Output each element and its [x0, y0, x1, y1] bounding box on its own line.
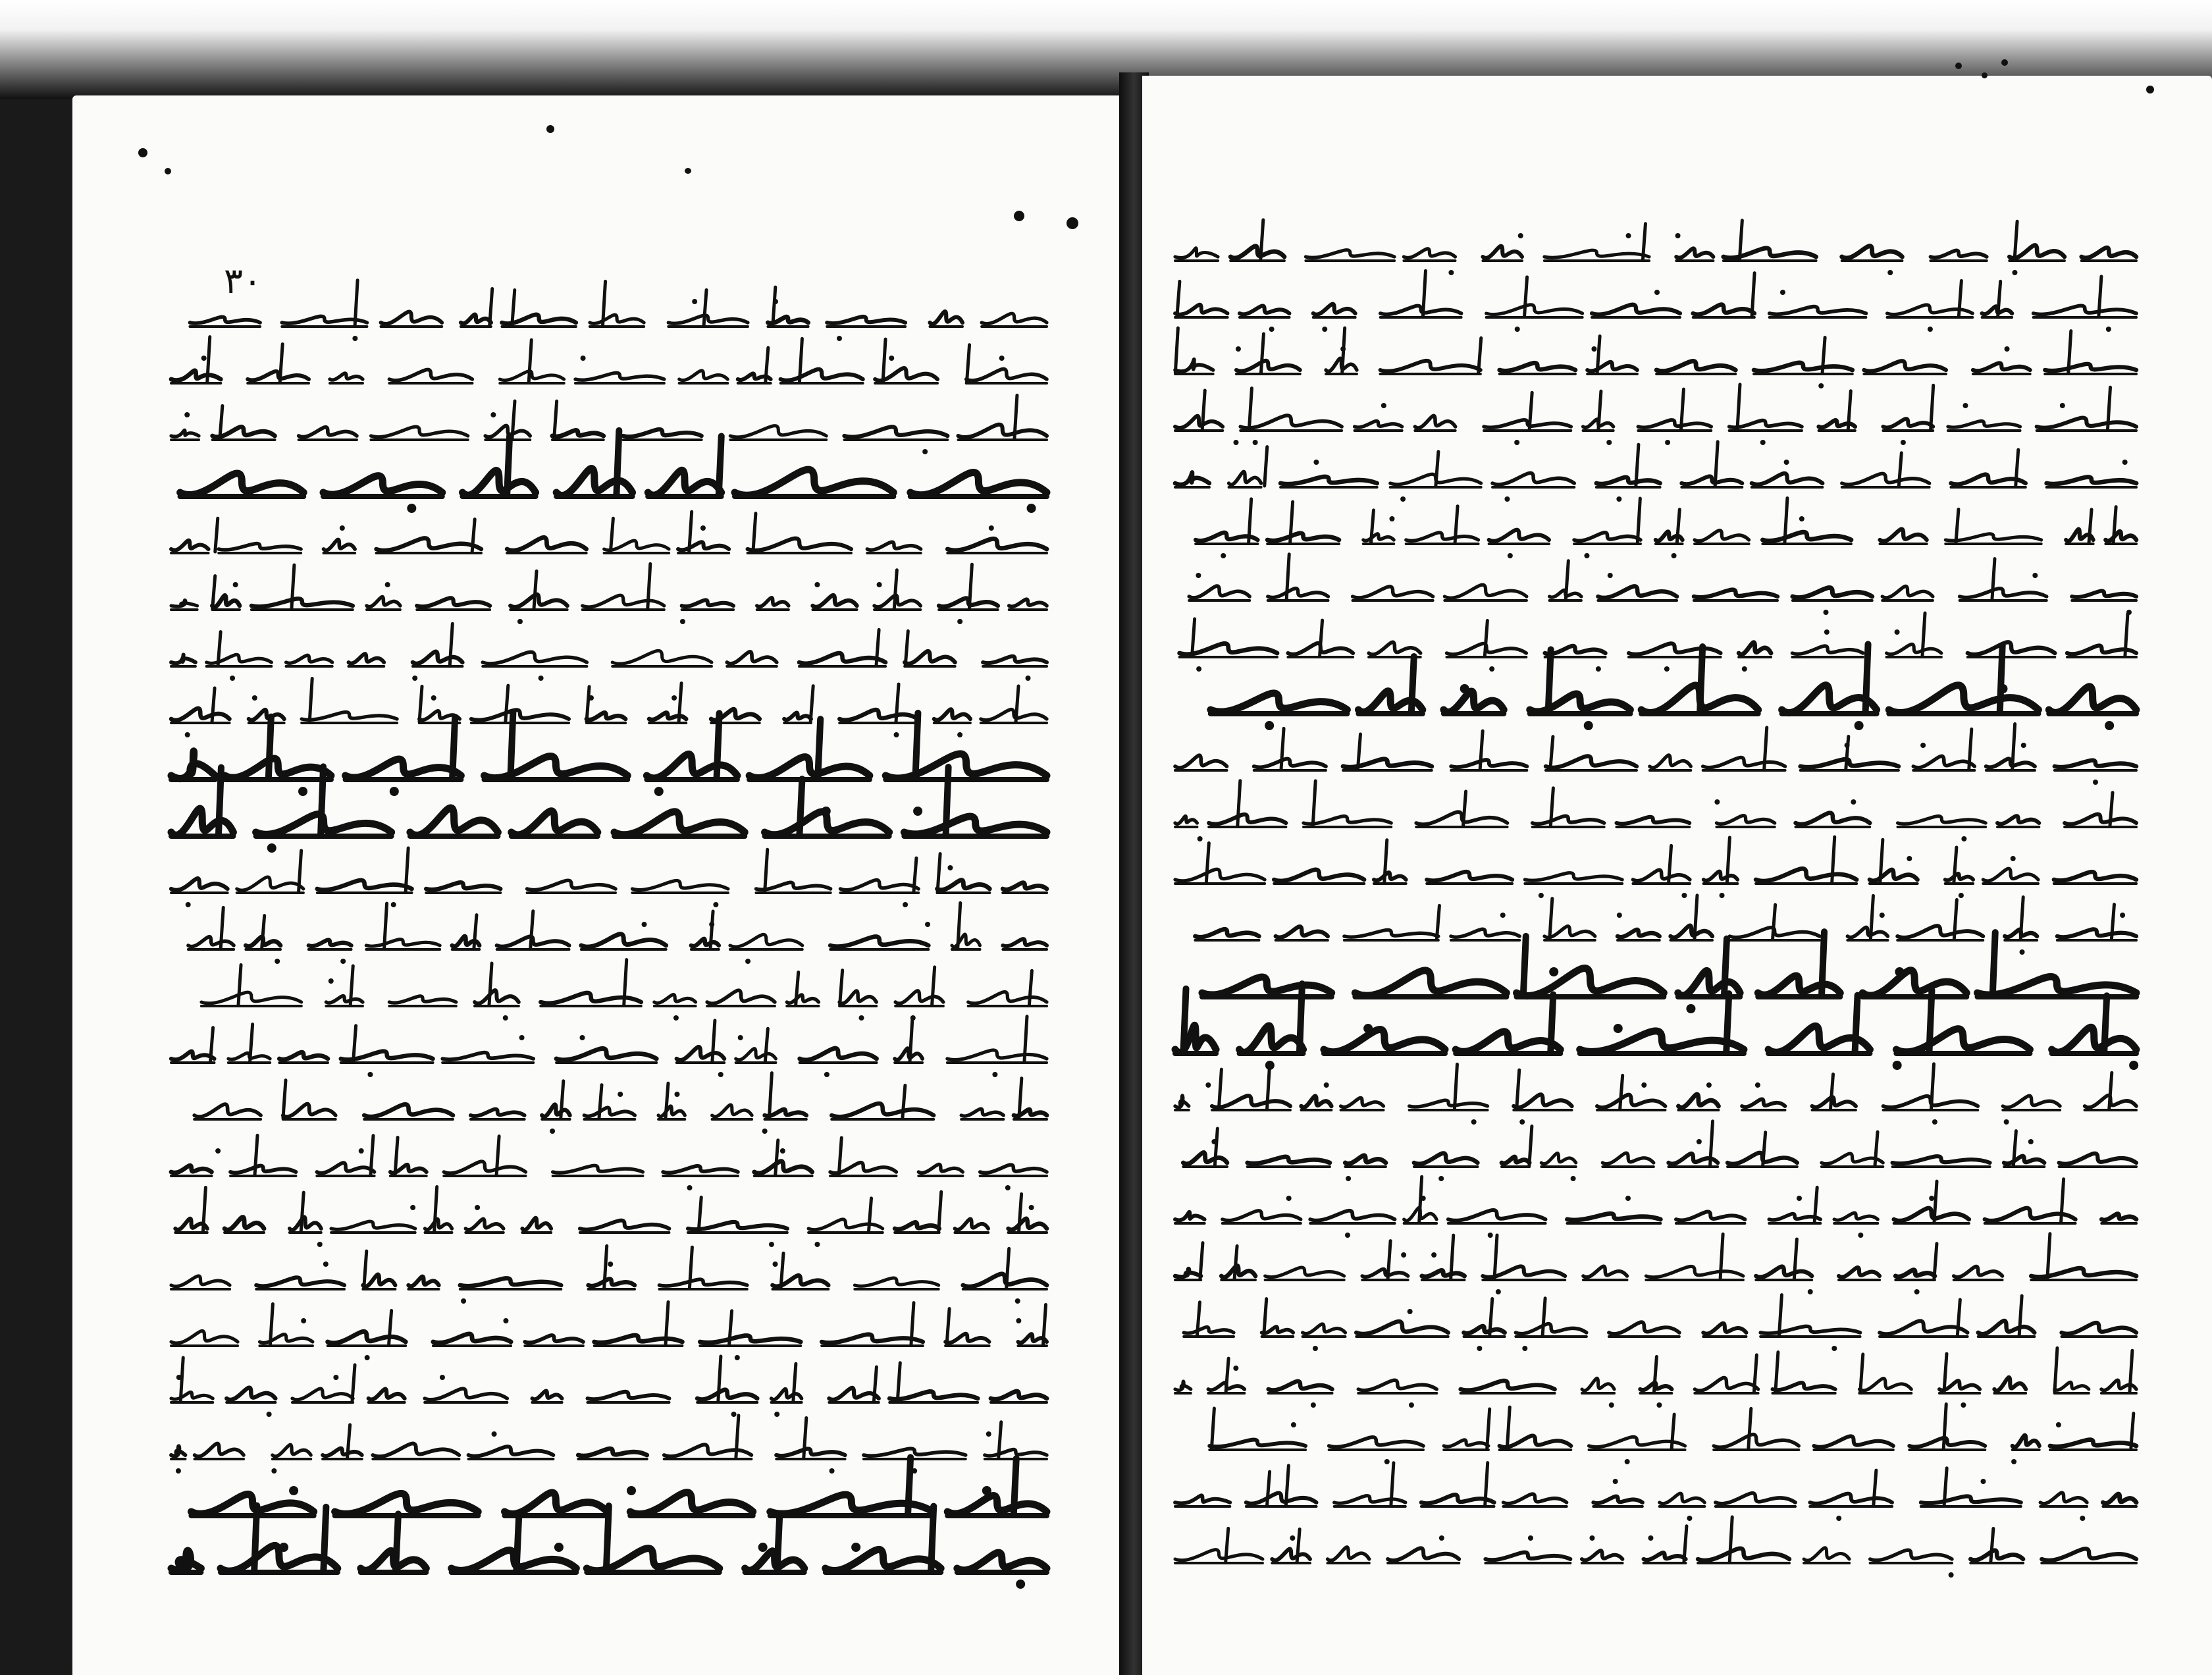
handwritten-line [171, 848, 1047, 907]
manuscript-page-right [1142, 76, 2212, 1675]
handwritten-line [1183, 1121, 2136, 1181]
handwritten-line [1196, 498, 2136, 558]
handwritten-line [171, 564, 1047, 624]
handwritten-line [194, 1073, 1047, 1134]
handwritten-line [171, 624, 1047, 681]
handwritten-line [171, 1356, 1047, 1417]
handwritten-line [1175, 328, 2136, 388]
handwritten-line [191, 1457, 1047, 1516]
handwritten-line [1175, 724, 2136, 785]
handwritten-text-left [72, 95, 1126, 1675]
handwritten-line [190, 280, 1047, 341]
handwritten-line [1175, 1463, 2136, 1521]
handwritten-line [1175, 1517, 2136, 1578]
handwritten-line [188, 903, 1047, 964]
handwritten-line [171, 1017, 1047, 1077]
handwritten-line [171, 712, 1047, 796]
handwritten-line [175, 1186, 1047, 1247]
handwritten-line [1175, 220, 2136, 275]
handwritten-line [171, 1246, 1047, 1304]
handwritten-line [201, 960, 1047, 1021]
handwritten-line [1180, 613, 2136, 672]
handwritten-line [171, 1302, 1047, 1360]
handwritten-line [171, 337, 1047, 383]
handwritten-line [1175, 1177, 2136, 1238]
handwritten-line [1175, 1064, 2136, 1125]
handwritten-line [1202, 932, 2136, 1013]
handwritten-line [1175, 837, 2136, 898]
handwritten-line [1175, 385, 2136, 445]
manuscript-page-left [72, 95, 1126, 1675]
handwritten-line [171, 395, 1047, 454]
handwritten-line [1209, 1404, 2136, 1464]
handwritten-line [1175, 1234, 2136, 1294]
handwritten-line [171, 1135, 1047, 1190]
handwritten-line [180, 431, 1047, 513]
handwritten-line [171, 1416, 1047, 1474]
handwritten-line [1189, 554, 2136, 615]
handwritten-text-right [1142, 76, 2212, 1675]
handwritten-line [1184, 1295, 2136, 1351]
handwritten-line [1175, 1348, 2136, 1408]
folio-number: ٣٠ [224, 260, 263, 302]
handwritten-line [1175, 271, 2136, 332]
handwritten-line [1175, 442, 2136, 502]
handwritten-line [171, 512, 1047, 553]
handwritten-line [1175, 781, 2136, 841]
